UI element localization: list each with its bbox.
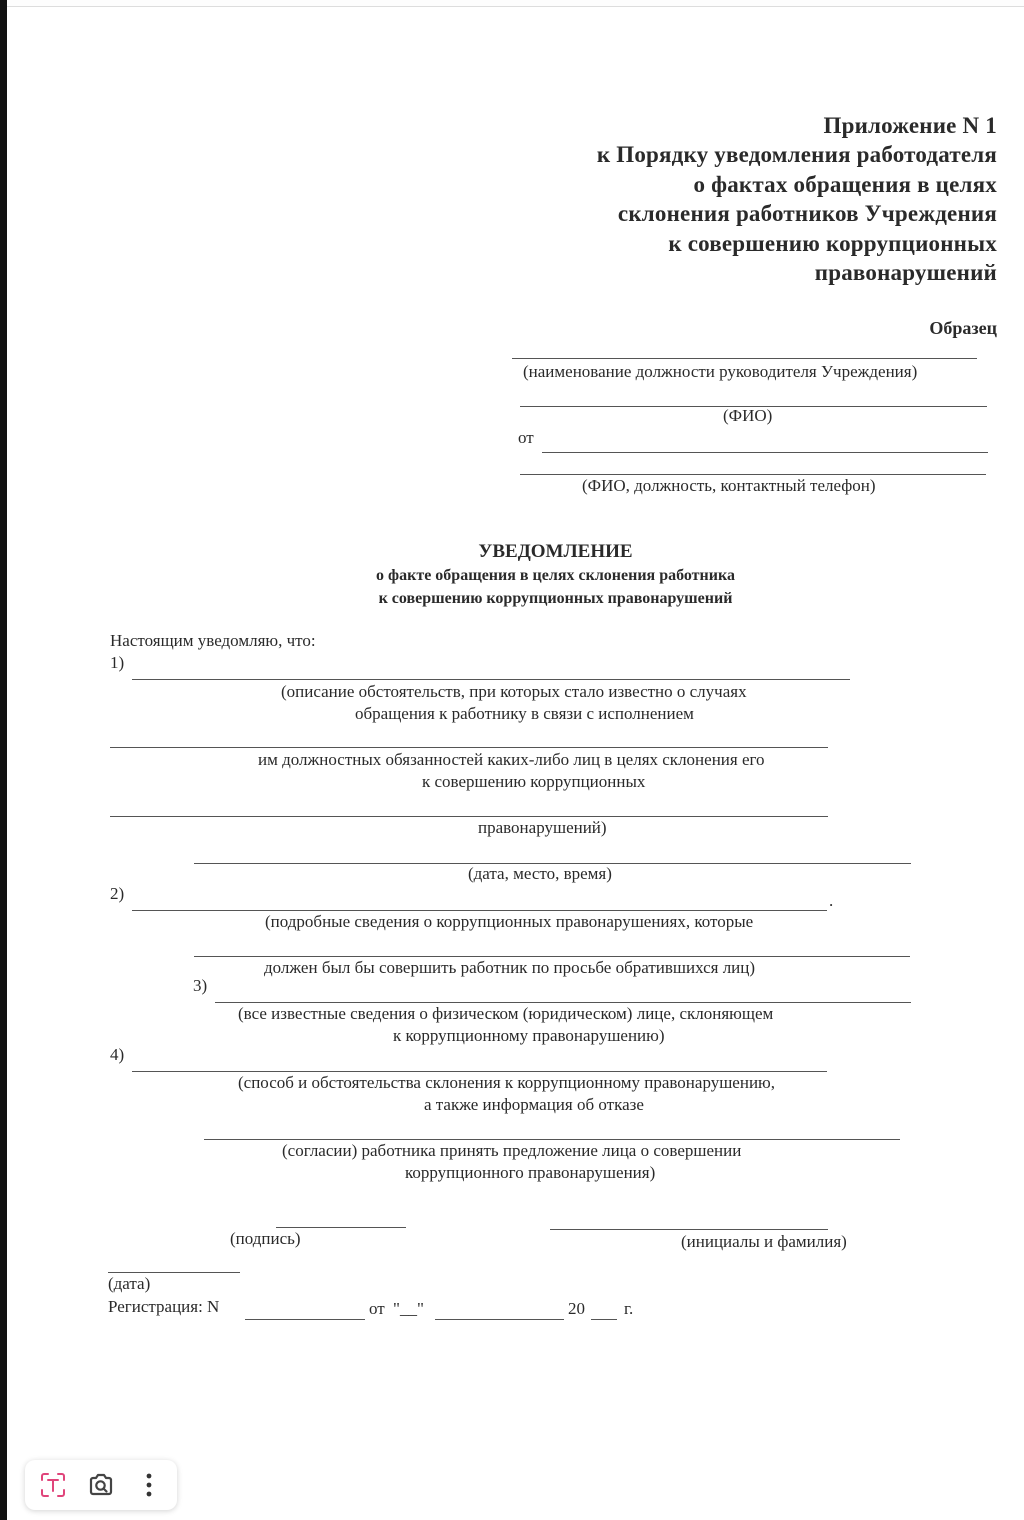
item-3-caption-1: (все известные сведения о физическом (юридическом) лице, склоняющем <box>238 1004 774 1023</box>
item-1-number: 1) <box>110 653 125 672</box>
document-page <box>7 7 1024 1520</box>
item-4-line-1 <box>132 1071 827 1072</box>
more-options-button[interactable] <box>129 1465 169 1505</box>
left-border <box>0 0 7 1520</box>
item-2-dot: . <box>829 891 834 910</box>
item-1-line-1 <box>132 679 850 680</box>
text-select-icon <box>38 1470 68 1500</box>
registration-month-line <box>435 1319 564 1320</box>
item-2-line-1 <box>132 910 827 911</box>
item-2-caption-1: (подробные сведения о коррупционных правонарушениях, которые <box>265 912 754 931</box>
lens-search-icon <box>87 1471 115 1499</box>
more-vertical-icon <box>144 1471 154 1499</box>
registration-from: от <box>369 1299 385 1318</box>
item-4-caption-1b: а также информация об отказе <box>424 1095 644 1114</box>
registration-year-suffix: г. <box>624 1299 634 1318</box>
signature-line <box>276 1227 406 1228</box>
appendix-line-3: о фактах обращения в целях <box>693 172 997 197</box>
item-1-caption-2b: к совершению коррупционных <box>422 772 646 791</box>
item-1-caption-1b: обращения к работнику в связи с исполнением <box>355 704 694 723</box>
sample-label: Образец <box>929 318 997 338</box>
appendix-line-5: к совершению коррупционных <box>668 231 997 256</box>
item-1-caption-2a: им должностных обязанностей каких-либо лиц в целях склонения его <box>258 750 765 769</box>
item-4-caption-2b: коррупционного правонарушения) <box>405 1163 656 1182</box>
item-2-number: 2) <box>110 884 125 903</box>
signature-caption: (подпись) <box>230 1229 301 1248</box>
registration-year-prefix: 20 <box>568 1299 585 1318</box>
appendix-title: Приложение N 1 <box>823 113 997 138</box>
registration-year-line <box>591 1319 617 1320</box>
name-line <box>550 1229 828 1230</box>
item-3-number: 3) <box>193 976 208 995</box>
text-select-button[interactable] <box>33 1465 73 1505</box>
item-1-line-3 <box>110 816 828 817</box>
appendix-line-4: склонения работников Учреждения <box>617 201 997 226</box>
date-line <box>108 1272 240 1273</box>
registration-day: "__" <box>393 1299 424 1318</box>
item-1-line-2 <box>110 747 828 748</box>
position-line <box>512 358 977 359</box>
notice-subtitle-2: к совершению коррупционных правонарушений <box>378 590 733 607</box>
item-4-number: 4) <box>110 1045 125 1064</box>
item-4-caption-2a: (согласии) работника принять предложение лица о совершении <box>282 1141 742 1160</box>
lens-search-button[interactable] <box>81 1465 121 1505</box>
from-label: от <box>518 428 534 447</box>
item-1-caption-4: (дата, место, время) <box>468 864 612 883</box>
sender-line <box>520 474 986 475</box>
item-1-caption-3: правонарушений) <box>478 818 607 837</box>
registration-label: Регистрация: N <box>108 1297 220 1316</box>
sender-caption: (ФИО, должность, контактный телефон) <box>582 476 876 495</box>
item-3-caption-2: к коррупционному правонарушению) <box>393 1026 665 1045</box>
name-caption: (инициалы и фамилия) <box>681 1232 847 1251</box>
position-caption: (наименование должности руководителя Учреждения) <box>523 362 918 381</box>
notice-subtitle-1: о факте обращения в целях склонения работника <box>376 567 735 584</box>
item-2-line-2 <box>194 956 910 957</box>
item-1-caption-1a: (описание обстоятельств, при которых стало известно о случаях <box>281 682 747 701</box>
registration-number-line <box>245 1319 365 1320</box>
from-line <box>542 452 988 453</box>
item-4-line-2 <box>204 1139 900 1140</box>
intro-text: Настоящим уведомляю, что: <box>110 631 316 650</box>
item-4-caption-1a: (способ и обстоятельства склонения к коррупционному правонарушению, <box>238 1073 776 1092</box>
notice-title: УВЕДОМЛЕНИЕ <box>478 541 633 562</box>
image-toolbar <box>25 1460 177 1510</box>
item-2-caption-2: должен был бы совершить работник по просьбе обратившихся лиц) <box>264 958 756 977</box>
item-3-line <box>215 1002 911 1003</box>
appendix-line-2: к Порядку уведомления работодателя <box>596 142 997 167</box>
date-caption: (дата) <box>108 1274 151 1293</box>
fio-caption: (ФИО) <box>723 406 773 425</box>
appendix-line-6: правонарушений <box>814 260 997 285</box>
